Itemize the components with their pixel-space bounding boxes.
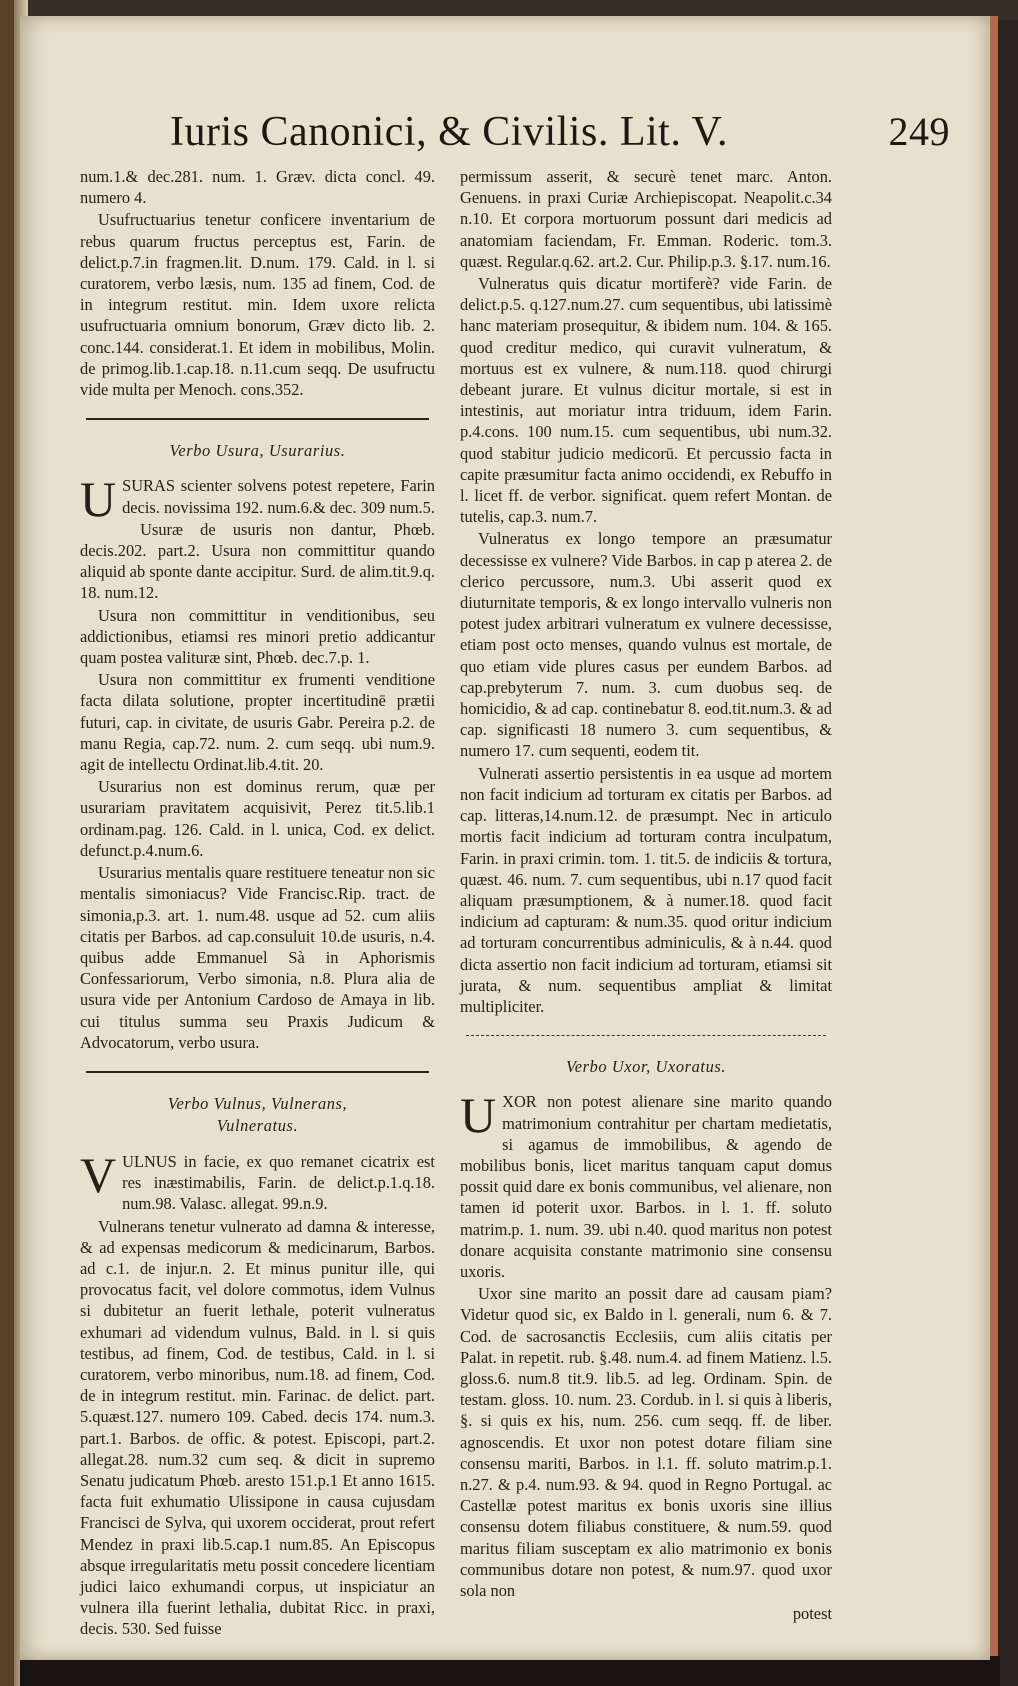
drop-cap: U — [460, 1087, 497, 1144]
section-divider — [86, 418, 429, 420]
page-number: 249 — [888, 109, 950, 154]
left-column — [80, 166, 435, 1641]
drop-cap: U — [80, 471, 117, 528]
paragraph: Usuræ de usuris non dantur, Phœb. decis.202. part.2. Usura non committitur quando aliquid ab sponte dante accipitur. Surd. de alim.tit.9.q. 18. num.12. — [80, 519, 435, 603]
section-divider — [466, 1035, 826, 1036]
right-column — [460, 166, 832, 1624]
section-heading-uxor: Verbo Uxor, Uxoratus. — [565, 1057, 727, 1077]
section-heading-vulnus — [80, 1093, 435, 1137]
paragraph: Usura non committitur ex frumenti venditione facta dilata solutione, propter incertitudinē prætii futuri, cap. in civitate, de usuris Gabr. Pereira p.2. de manu Regia, cap.72. num. 2. cum seqq. ubi num.9. agit de intellectu Ordinat.lib.4.tit. 20. — [80, 670, 435, 775]
catchword: potest — [792, 1604, 832, 1624]
drop-cap: V — [80, 1146, 117, 1203]
paragraph: Usufructuarius tenetur conficere inventarium de rebus quarum fructus perceptus est, Farin. de delict.p.7.in fragmen.lit. D.num. 179. Cald. in l. si curatorem, verbo læsis, num. 135 ad finem, Cod. de in integrum restitut. min. Idem uxore relicta usufructuaria omnium bonorum, Græv dicto lib. 2. conc.144. considerat.1. Et idem in mobilibus, Molin. de primog.lib.1.cap.18. n.11.cum seqq. De usufructu vide multa per Menoch. cons.352. — [80, 210, 435, 400]
heading-line: Vulneratus. — [216, 1115, 299, 1135]
running-header — [170, 108, 950, 168]
paragraph: permissum asserit, & securè tenet marc. Anton. Genuens. in praxi Curiæ Archiepiscopat. Neapolit.c.34 n.10. Et corpora mortuorum possunt dari medicis ad anatomiam faciendam, Fr. Emman. Roderic. tom.3. quæst. Regular.q.62. art.2. Cur. Philip.p.3. §.17. num.16. — [460, 167, 832, 271]
section-divider — [86, 1071, 429, 1073]
paragraph: Usurarius mentalis quare restituere teneatur non sic mentalis simoniacus? Vide Francisc.Rip. tract. de simonia,p.3. art. 1. num.48. usque ad 52. cum aliis citatis per Barbos. ad cap.consuluit 10.de usuris, n.4. quibus adde Emmanuel Sà in Aphorismis Confessariorum, Verbo simonia, n.8. Plura alia de usura vide per Antonium Cardoso de Amaya in lib. cui titulus summa seu Praxis Judicum & Advocatorum, verbo usura. — [80, 863, 435, 1052]
paragraph: SURAS scienter solvens potest repetere, Farin decis. novissima 192. num.6.& dec. 309 num.5. — [122, 476, 435, 517]
section-body-usura — [80, 471, 435, 1052]
section-heading-usura: Verbo Usura, Usurarius. — [169, 441, 346, 461]
paragraph: Usurarius non est dominus rerum, quæ per usurariam pravitatem acquisivit, Perez tit.5.lib.1 ordinam.pag. 126. Cald. in l. unica, Cod. ex delict. defunct.p.4.num.6. — [80, 777, 435, 860]
book-bottom-edge — [20, 1656, 1000, 1686]
paragraph: num.1.& dec.281. num. 1. Græv. dicta concl. 49. numero 4. — [80, 167, 435, 208]
paragraph: Vulnerati assertio persistentis in ea usque ad mortem non facit indicium ad torturam ex citatis per Barbos. ad cap. litteras,14.num.12. de præsumpt. Nec in articulo mortis facit indicium ad torturam contra inculpatum, Farin. in praxi crimin. tom. 1. tit.5. de indiciis & tortura, quæst. 46. num. 7. cum sequentibus, ubi n.17 quod facit aliquam præsumptionem, & à numer.18. quod facit indicium ad capturam: & num.35. quod oritur indicium ad torturam concurrentibus adminiculis, & à n.44. quod dicta assertio non facit indicium ad torturam, etiamsi sit jurata, & num. sequentibus ampliat & limitat multipliciter. — [460, 763, 832, 1016]
section-body-vulnus — [80, 1146, 435, 1640]
paragraph: Vulneratus ex longo tempore an præsumatur decessisse ex vulnere? Vide Barbos. in cap p aterea 2. de clerico percussore, num.3. Ubi asserit quod ex diuturnitate temporis, & ex longo intervallo vulneris non potest judex arbitrari vulneratum ex vulnere decessisse, etiam post octo menses, quando vulnus est mortale, de quo etiam vide plures casus per eundem Barbos. ad cap.prebyterum 7. num. 3. cum duobus seq. de homicidio, & ad cap. continebatur 8. eod.tit.num.3. & ad cap. significasti 18 numero 3. cum sequentibus, & numero 17. cum sequenti, eodem tit. — [460, 529, 832, 761]
paragraph: Vulnerans tenetur vulnerato ad damna & interesse, & ad expensas medicorum & medicinarum, Barbos. ad c.1. de injur.n. 2. Et minus punitur ille, qui provocatus facit, vel dolore commotus, idem Vulnus si dubitetur an fuerit lethale, poterit vulneratus exhumari ad videndum vulnus, Bald. in l. si quis testibus, ad finem, Cod. de testibus, Cald. in l. si curatorem, verbo minoribus, num.18. ad finem, Cod. de in integrum restitut. min. Farinac. de delict. part. 5.quæst.127. numero 109. Cabed. decis 174. num.3. part.1. Barbos. de offic. & potest. Episcopi, part.2. allegat.28. num.32 cum seq. & dicit in supremo Senatu judicatum Phœb. aresto 151.p.1 Et anno 1615. facta fuit exhumatio Ulissipone in causa cujusdam Francisci de Sylva, qui uxorem occiderat, prout refert Mendez in praxi lib.5.cap.1 num.85. An Episcopus absque irregularitatis metu possit concedere licentiam judici laico exhumandi corpus, ut inspiciatur an vulnera illa fuerint lethalia, dubitat Ricc. in praxi, decis. 530. Sed fuisse — [80, 1216, 435, 1639]
book-cover-edge — [0, 0, 14, 1686]
page-title: Iuris Canonici, & Civilis. Lit. V. — [170, 109, 728, 155]
heading-line: Verbo Vulnus, Vulnerans, — [167, 1093, 348, 1113]
paragraph: ULNUS in facie, ex quo remanet cicatrix est res inæstimabilis, Farin. de delict.p.1.q.18. num.98. Valasc. allegat. 99.n.9. — [122, 1151, 435, 1214]
paragraph: Vulneratus quis dicatur mortiferè? vide Farin. de delict.p.5. q.127.num.27. cum sequentibus, ubi latissimè hanc materiam prosequitur, & ibidem num. 104. & 165. quod creditur medico, qui curavit vulneratum, & mortuus est ex vulnere, & num.118. quod chirurgi debeant jurare. Et vulnus dicitur mortale, si est in intestinis, aut moriatur intra triduum, idem Farin. p.4.cons. 100 num.15. cum sequentibus, ubi num.32. quod stabitur judicio medicorū. Et percussio facta in capite præsumitur facta animo occidendi, ex Rebuffo in l. licet ff. de verbor. significat. quem refert Montan. de tutelis, cap.3. num.7. — [460, 274, 832, 527]
paragraph: Usura non committitur in venditionibus, seu addictionibus, etiamsi res minori pretio addicantur quam postea valituræ sint, Phœb. dec.7.p. 1. — [80, 605, 435, 668]
book-edge-dark — [998, 20, 1018, 1686]
section-body-uxor — [460, 1087, 832, 1601]
paragraph: Uxor sine marito an possit dare ad causam piam? Videtur quod sic, ex Baldo in l. generali, num 6. & 7. Cod. de sacrosanctis Ecclesiis, cum aliis citatis per Palat. in repetit. rub. §.48. num.4. ad finem Matienz. l.5. gloss.6. num.8 tit.9. lib.5. ad leg. Ordinam. Spin. de testam. gloss. 10. num. 23. Cordub. in l. si quis à liberis, §. si quis ex his, num. 256. cum seqq. ff. de liber. agnoscendis. Et uxor non potest dotare filiam sine consensu mariti, Barbos. in l.1. ff. soluto matrim.p.1. n.27. & p.4. num.93. & 94. quod in Regno Portugal. ac Castellæ potest maritus ex bonis uxoris sine illius consensu dotem filiabus constituere, & num.59. quod maritus filiam susceptam ex alio matrimonio ex bonis communibus dotare non potest, & num.97. quod uxor sola non — [460, 1284, 832, 1600]
paragraph: XOR non potest alienare sine marito quando matrimonium contrahitur per chartam medietatis, si agamus de immobilibus, & agendo de mobilibus bonis, licet maritus tanquam caput domus possit quid dare ex bonis communibus, vel alienare, non tamen id poterit uxor. Barbos. in l. 1. ff. soluto matrim.p. 1. num. 39. ubi n.40. quod maritus non potest donare acquisita constante matrimonio sine consensu uxoris. — [460, 1092, 832, 1281]
